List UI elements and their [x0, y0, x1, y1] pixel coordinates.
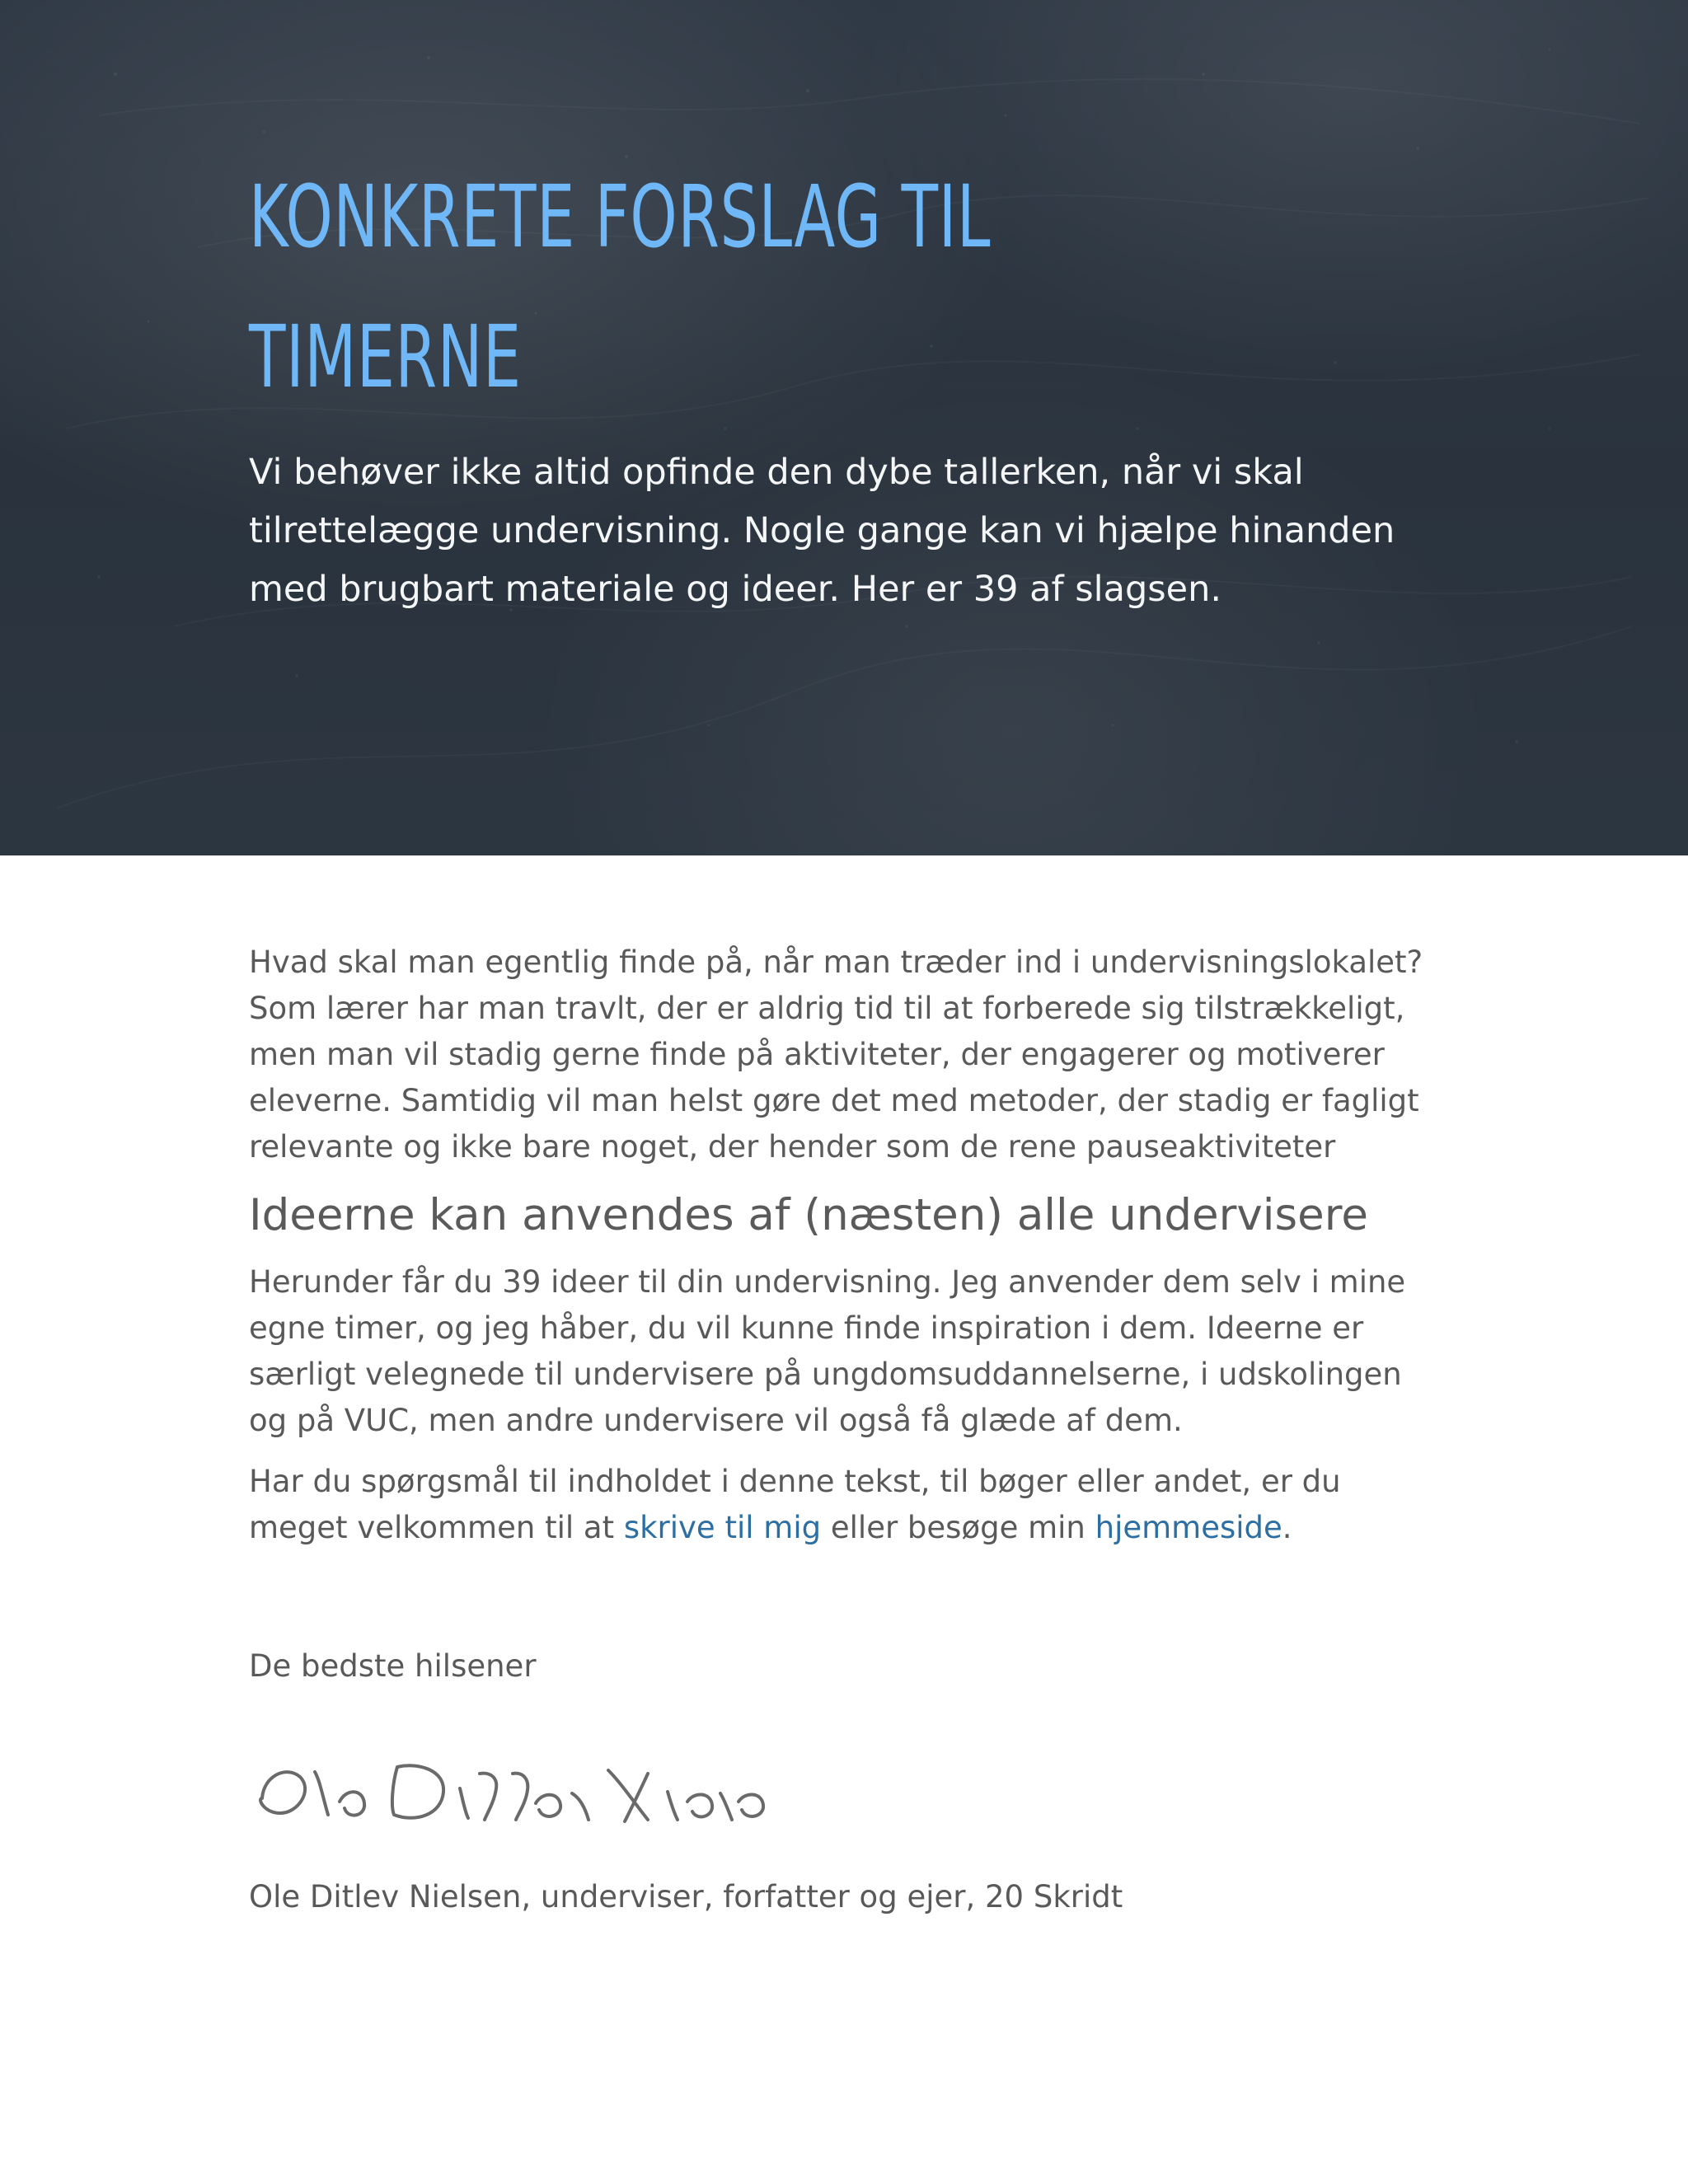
main-content — [249, 940, 1444, 1551]
contact-text-before: Har du spørgsmål til indholdet i denne tekst, til bøger eller andet, er du meget velkommen til at — [249, 1464, 1341, 1545]
page-title: KONKRETE FORSLAG TIL TIMERNE — [249, 166, 992, 407]
paragraph-ideas: Herunder får du 39 ideer til din undervisning. Jeg anvender dem selv i mine egne timer, og jeg håber, du vil kunne finde inspiration i dem. Ideerne er særligt velegnede til undervisere på ungdomsuddannelserne, i udskolingen og på VUC, men andre undervisere vil også få glæde af dem. — [249, 1264, 1406, 1438]
hero-content — [249, 147, 1419, 619]
contact-text-middle: eller besøge min — [821, 1510, 1095, 1545]
paragraph-contact — [249, 1459, 1444, 1551]
homepage-link[interactable]: hjemmeside — [1095, 1510, 1282, 1545]
contact-text-end: . — [1282, 1510, 1292, 1545]
write-to-me-link[interactable]: skrive til mig — [623, 1510, 822, 1545]
signoff-greeting: De bedste hilsener — [249, 1648, 537, 1684]
section-heading: Ideerne kan anvendes af (næsten) alle undervisere — [249, 1190, 1368, 1240]
signature-footer: Ole Ditlev Nielsen, underviser, forfatter og ejer, 20 Skridt — [249, 1879, 1123, 1915]
hero-lede: Vi behøver ikke altid opfinde den dybe tallerken, når vi skal tilrettelægge undervisning. Nogle gange kan vi hjælpe hinanden med brugbart materiale og ideer. Her er 39 af slagsen. — [249, 452, 1395, 610]
handwritten-signature — [247, 1722, 775, 1838]
hero-section — [0, 0, 1688, 855]
intro-paragraph: Hvad skal man egentlig finde på, når man træder ind i undervisningslokalet? Som lærer har man travlt, der er aldrig tid til at forberede sig tilstrækkeligt, men man vil stadig gerne finde på aktiviteter, der engagerer og motiverer eleverne. Samtidig vil man helst gøre det med metoder, der stadig er fagligt relevante og ikke bare noget, der hender som de rene pauseaktiviteter — [249, 944, 1423, 1165]
